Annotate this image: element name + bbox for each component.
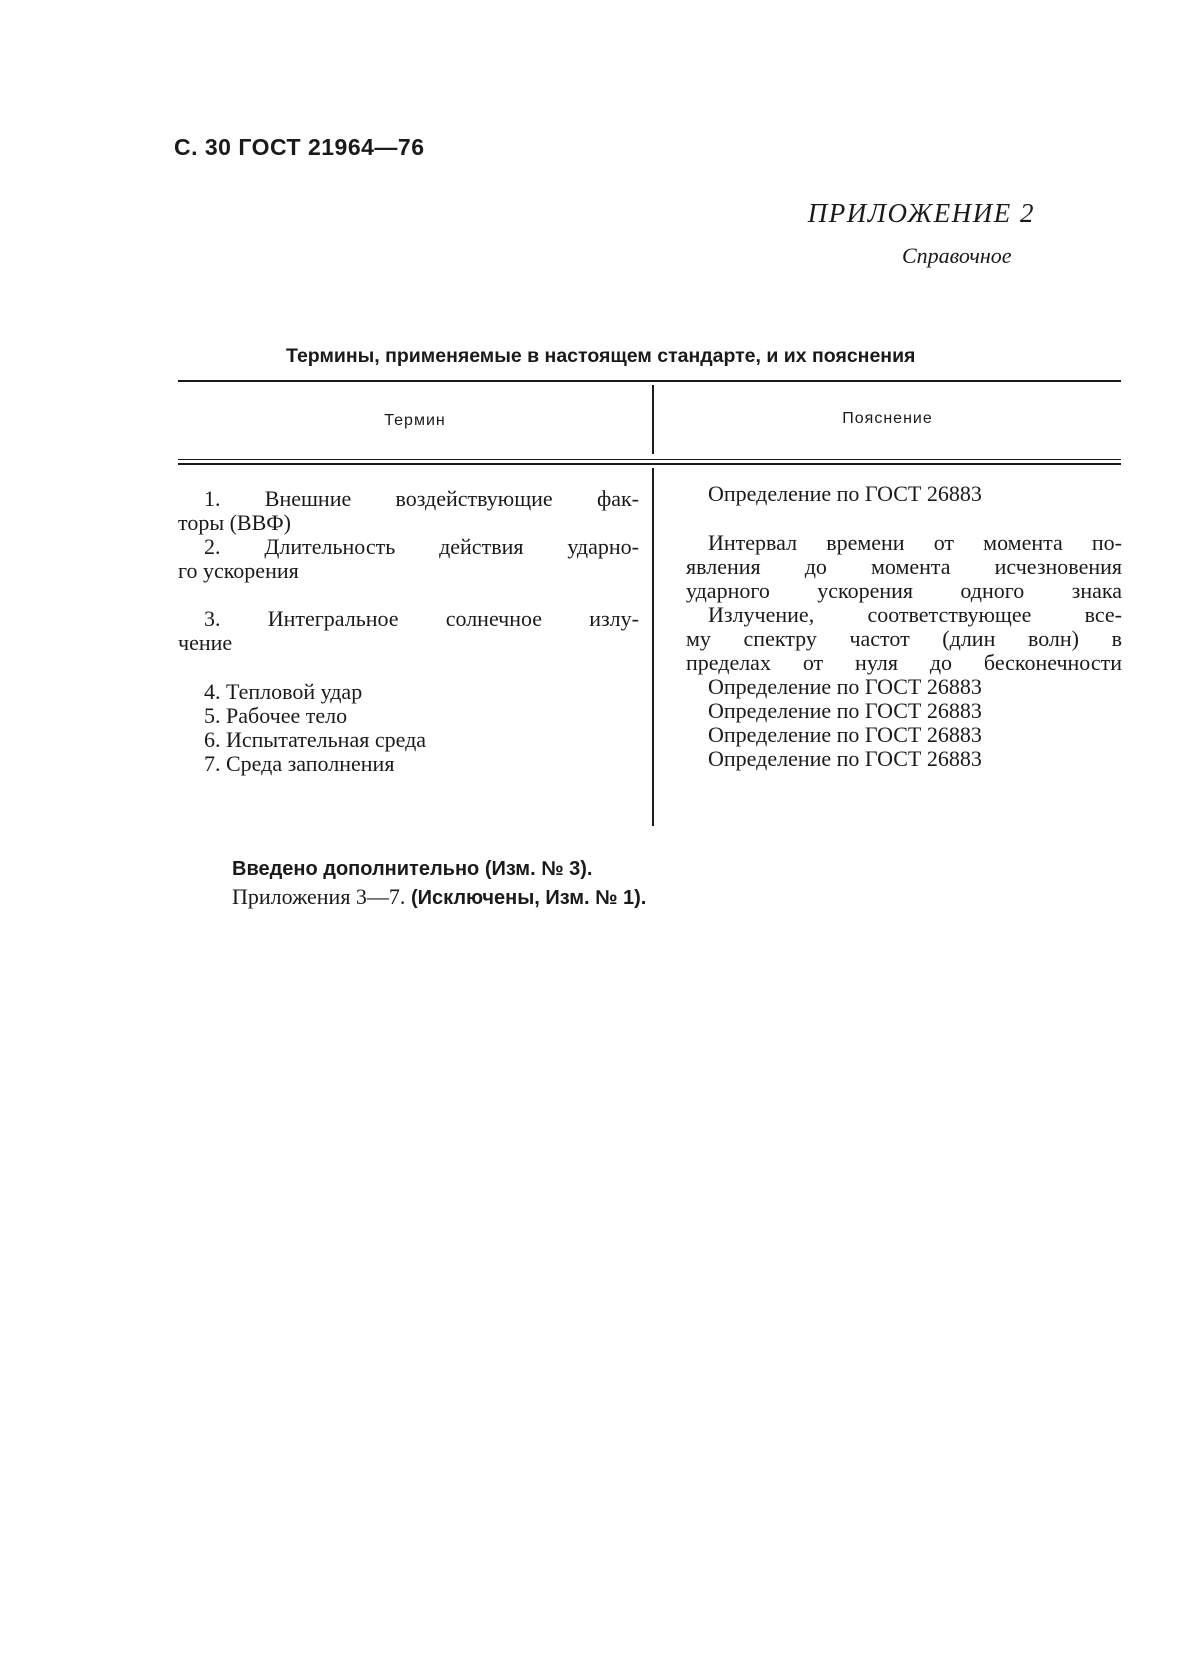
column-divider <box>652 468 654 826</box>
expl-3-line-3: пределах от нуля до бесконечности <box>686 650 1122 675</box>
expl-2-line-2: явления до момента исчезновения <box>686 554 1122 579</box>
header-term: Термин <box>384 412 446 429</box>
appendix-subtitle: Справочное <box>902 243 1012 268</box>
header-rule-2 <box>178 463 1121 465</box>
table-top-rule <box>178 380 1121 382</box>
header-explanation: Пояснение <box>842 410 933 427</box>
appendices-note <box>232 884 646 910</box>
term-1-line-1: 1. Внешние воздействующие фак- <box>204 486 639 511</box>
term-2-line-1: 2. Длительность действия ударно- <box>204 534 639 559</box>
term-5: 5. Рабочее тело <box>204 703 348 728</box>
expl-2-line-3: ударного ускорения одного знака <box>686 578 1122 603</box>
appendices-note-bold: (Исключены, Изм. № 1). <box>410 887 647 909</box>
expl-4: Определение по ГОСТ 26883 <box>708 674 982 699</box>
expl-2-line-1: Интервал времени от момента по- <box>708 530 1122 555</box>
term-2-line-2: го ускорения <box>178 558 299 583</box>
expl-6: Определение по ГОСТ 26883 <box>708 722 982 747</box>
expl-7: Определение по ГОСТ 26883 <box>708 746 982 771</box>
header-rule-1 <box>178 459 1121 460</box>
expl-3-line-2: му спектру частот (длин волн) в <box>686 626 1122 651</box>
expl-5: Определение по ГОСТ 26883 <box>708 698 982 723</box>
term-1-line-2: торы (ВВФ) <box>178 510 291 535</box>
term-6: 6. Испытательная среда <box>204 727 427 752</box>
expl-1-line-1: Определение по ГОСТ 26883 <box>708 481 982 506</box>
page-header: С. 30 ГОСТ 21964—76 <box>174 134 425 160</box>
amendment-note: Введено дополнительно (Изм. № 3). <box>232 858 593 880</box>
appendix-title: ПРИЛОЖЕНИЕ 2 <box>807 198 1035 228</box>
term-3-line-1: 3. Интегральное солнечное излу- <box>204 606 639 631</box>
term-4: 4. Тепловой удар <box>204 679 363 704</box>
table-caption: Термины, применяемые в настоящем стандарте, и их пояснения <box>286 345 916 367</box>
term-7: 7. Среда заполнения <box>204 751 395 776</box>
expl-3-line-1: Излучение, соответствующее все- <box>708 602 1122 627</box>
term-3-line-2: чение <box>178 630 233 655</box>
appendices-note-text: Приложения 3—7. <box>232 884 411 909</box>
